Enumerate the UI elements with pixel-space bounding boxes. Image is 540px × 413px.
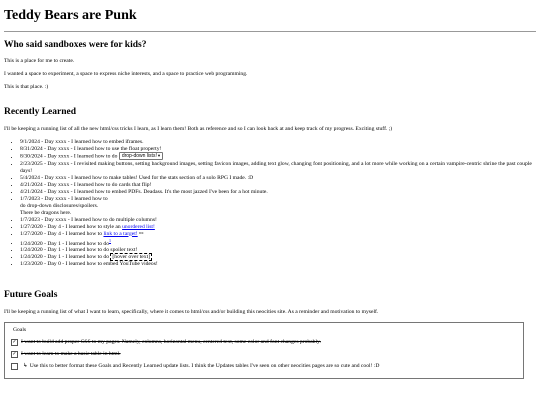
chevron-down-icon: ▾ [157, 153, 161, 159]
unordered-list-link[interactable]: unordered list! [122, 223, 155, 230]
list-item: • 9/1/2024 - Day xxxx - I learned how to embed iframes. [20, 139, 536, 146]
list-item-text: 1/24/2020 - Day 1 - I learned how to do [20, 254, 110, 261]
footnote-link[interactable]: 1 [109, 237, 112, 243]
list-item-text: 1/27/2020 - Day 4 - I learned how to [20, 230, 103, 237]
list-item: • 1/7/2023 - Day xxxx - I learned how to do multiple columns! [20, 217, 536, 224]
dropdown-select-value: drop-down lists! [121, 153, 157, 160]
future-goals-heading: Future Goals [4, 290, 58, 301]
goal-checkbox[interactable] [11, 363, 18, 370]
recently-learned-description: I'll be keeping a running list of all the new html/css tricks I learn, as I learn them! Both as reference and so I can look back at and keep track of my progress. Exciting stuff. ;) [4, 125, 393, 132]
list-item [20, 224, 536, 231]
list-item [20, 196, 536, 217]
list-item-text: 8/30/2024 - Day xxxx - I learned how to do [20, 153, 118, 160]
goals-fieldset [4, 322, 524, 379]
list-item [20, 238, 536, 248]
list-item: • 1/24/2020 - Day 1 - I learned how to do spoiler text! [20, 247, 536, 254]
goal-item [11, 363, 517, 370]
future-goals-description: I'll be keeping a running list of what I want to learn, specifically, where it comes to html/css and/or building this neocities site. As a reminder and motivation to myself. [4, 308, 379, 315]
intro-paragraph: I wanted a space to experiment, a space to express niche interests, and a space to practice web programming. [4, 71, 248, 78]
list-item-text: 1/27/2020 - Day 4 - I learned how to style an [20, 223, 121, 230]
list-item-text: 1/24/2020 - Day 1 - I learned how to do [20, 240, 110, 247]
goal-item [11, 351, 517, 358]
list-item: • 1/23/2020 - Day 0 - I learned how to embed YouTube videos! [20, 261, 536, 268]
disclosure-content: There be dragons here. [20, 209, 72, 216]
goal-checkbox[interactable] [11, 339, 18, 346]
intro-heading: Who said sandboxes were for kids? [4, 39, 147, 50]
intro-paragraph: This is that place. :) [4, 84, 49, 91]
goal-text: I want to learn to make a basic table in html. [21, 350, 121, 357]
list-item: • 8/31/2024 - Day xxxx - I learned how to use the float property! [20, 146, 536, 153]
list-item [20, 231, 536, 238]
pencil-icon: ✏ [139, 230, 144, 237]
recently-learned-list [4, 139, 536, 269]
list-item: • 4/21/2024 - Day xxxx - I learned how to do cards that flip! [20, 182, 536, 189]
goal-checkbox[interactable] [11, 351, 18, 358]
dropdown-select[interactable] [119, 152, 163, 160]
hover-text[interactable]: [hover over text] [112, 254, 151, 261]
title-divider [4, 31, 536, 32]
goal-text: I want to build add proper CSS to my pages. Namely, columns, horizontal menu, centered text, some color and font changes probably. [21, 338, 321, 345]
list-item: • 2/23/2025 - Day xxxx - I revisited making buttons, setting background images, setting favicon images, adding text glow, changing font positioning, and a lot more while working on a certain vampire-centric shrine the past couple days! [20, 161, 536, 175]
list-item: • 5/4/2024 - Day xxxx - I learned how to make tables! Used for the stats section of a solo RPG I made. :D [20, 175, 536, 182]
intro-paragraph: This is a place for me to create. [4, 58, 75, 65]
list-item: • 4/21/2024 - Day xxxx - I learned how to embed PDFs. Deadass. It's the most jazzed I've been for a hot minute. [20, 189, 536, 196]
recently-learned-heading: Recently Learned [4, 107, 77, 118]
goal-text: Use this to better format these Goals and Recently Learned update lists. I think the Updates tables I've seen on other neocities pages are so cute and cool! :D [29, 362, 380, 369]
goals-legend: Goals [13, 326, 27, 333]
disclosure-summary[interactable]: do drop-down disclosures/spoilers. [20, 202, 99, 209]
page [0, 8, 540, 379]
target-link[interactable]: link to a target! [103, 230, 138, 237]
list-item [20, 254, 536, 261]
list-item-text: • 1/7/2023 - Day xxxx - I learned how to [20, 195, 108, 202]
disclosure-item[interactable] [20, 196, 536, 217]
sub-item-arrow-icon: ↳ [23, 362, 28, 369]
goal-item [11, 339, 517, 346]
list-item [20, 152, 536, 160]
site-title: Teddy Bears are Punk [4, 8, 137, 23]
